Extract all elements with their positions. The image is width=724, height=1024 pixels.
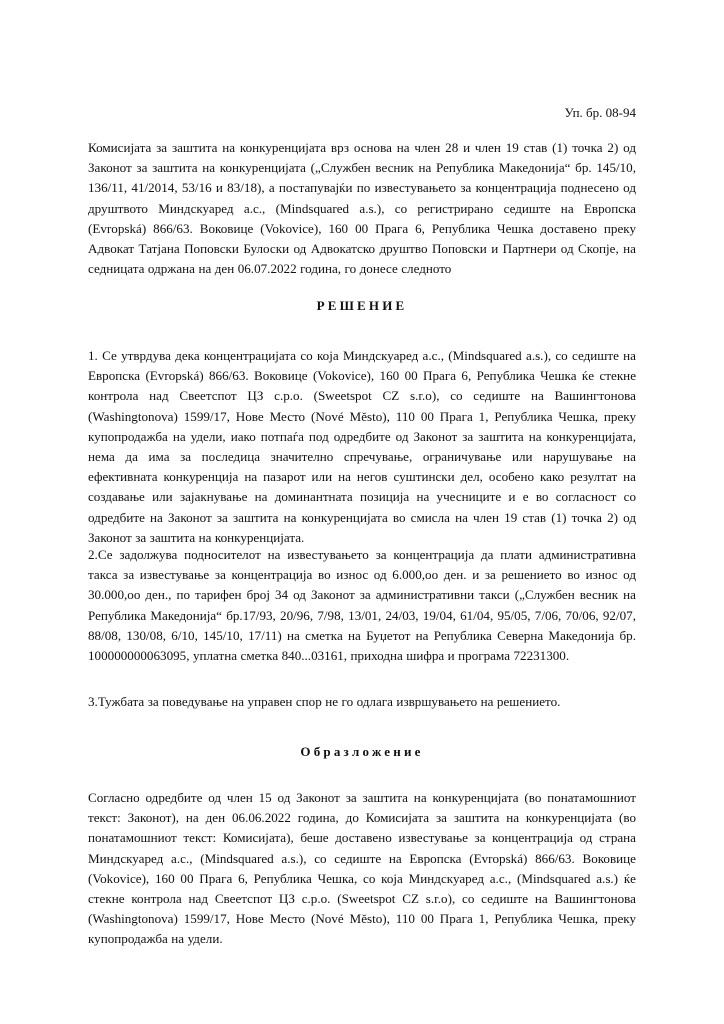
decision-heading: РЕШЕНИЕ <box>316 298 408 313</box>
decision-item-2: 2.Се задолжува подносителот на известувањето за концентрација да плати административна такса за известување за концентрација во износ од 6.000,оо ден. и за решението во износ од 30.000,оо ден., по тарифен број 34 од Законот за административни такси („Службен весник на Република Македонија“ бр.17/93, 20/96, 7/98, 13/01, 24/03, 19/04, 61/04, 95/05, 7/06, 70/06, 92/07, 88/08, 130/08, 6/10, 145/10, 17/11) на сметка на Буџетот на Република Северна Македонија бр. 100000000063095, уплатна сметка 840...03161, приходна шифра и програма 72231300. <box>88 547 636 664</box>
reasoning-heading: Образложение <box>300 744 424 759</box>
reasoning-paragraph-1: Согласно одредбите од член 15 од Законот за заштита на конкуренцијата (во понатамошниот текст: Законот), на ден 06.06.2022 година, до Комисијата за заштита на конкуренцијата (во понатамошниот текст: Комисијата), беше доставено известување за концентрација од страна Миндскуаред а.с., (Mindsquared a.s.), со седиште на Европска (Evropská) 866/63. Воковице (Vokovice), 160 00 Прага 6, Република Чешка, со која Миндскуаред а.с., (Mindsquared a.s.) ќе стекне контрола над Свеетспот ЦЗ с.р.о. (Sweetspot CZ s.r.o), со седиште на Вашингтонова (Washingtonova) 1599/17, Нове Место (Nové Město), 110 00 Прага 1, Република Чешка, преку купопродажба на удели. <box>88 790 636 947</box>
intro-paragraph: Комисијата за заштита на конкуренцијата врз основа на член 28 и член 19 став (1) точка 2) од Законот за заштита на конкуренцијата („Службен весник на Република Македонија“ бр. 145/10, 136/11, 41/2014, 53/16 и 83/18), а постапувајќи по известувањето за концентрација поднесено од друштвото Миндскуаред а.с., (Mindsquared a.s.), со регистрирано седиште на Европска (Evropská) 866/63. Воковице (Vokovice), 160 00 Прага 6, Република Чешка доставено преку Адвокат Татјана Поповски Булоски од Адвокатско друштво Поповски и Партнери од Скопје, на седницата одржана на ден 06.07.2022 година, го донесе следното <box>88 140 636 277</box>
decision-item-3: 3.Тужбата за поведување на управен спор не го одлага извршувањето на решението. <box>88 694 561 709</box>
reference-number: Уп. бр. 08-94 <box>564 105 636 120</box>
decision-item-1: 1. Се утврдува дека концентрацијата со која Миндскуаред а.с., (Mindsquared a.s.), со седиште на Европска (Evropská) 866/63. Воковице (Vokovice), 160 00 Прага 6, Република Чешка ќе стекне контрола над Свеетспот ЦЗ с.р.о. (Sweetspot CZ s.r.o), со седиште на Вашингтонова (Washingtonova) 1599/17, Нове Место (Nové Město), 110 00 Прага 1, Република Чешка, преку купопродажба на удели, иако потпаѓа под одредбите од Законот за заштита на конкуренцијата, нема да има за последица значително спречување, ограничување или нарушување на ефективната конкуренција на пазарот или на негов суштински дел, особено како резултат на создавање или зајакнување на доминантната позиција на учесниците и е во согласност со одредбите на Законот за заштита на конкуренцијата во смисла на член 19 став (1) точка 2) од Законот за заштита на конкуренцијата. <box>88 348 636 545</box>
